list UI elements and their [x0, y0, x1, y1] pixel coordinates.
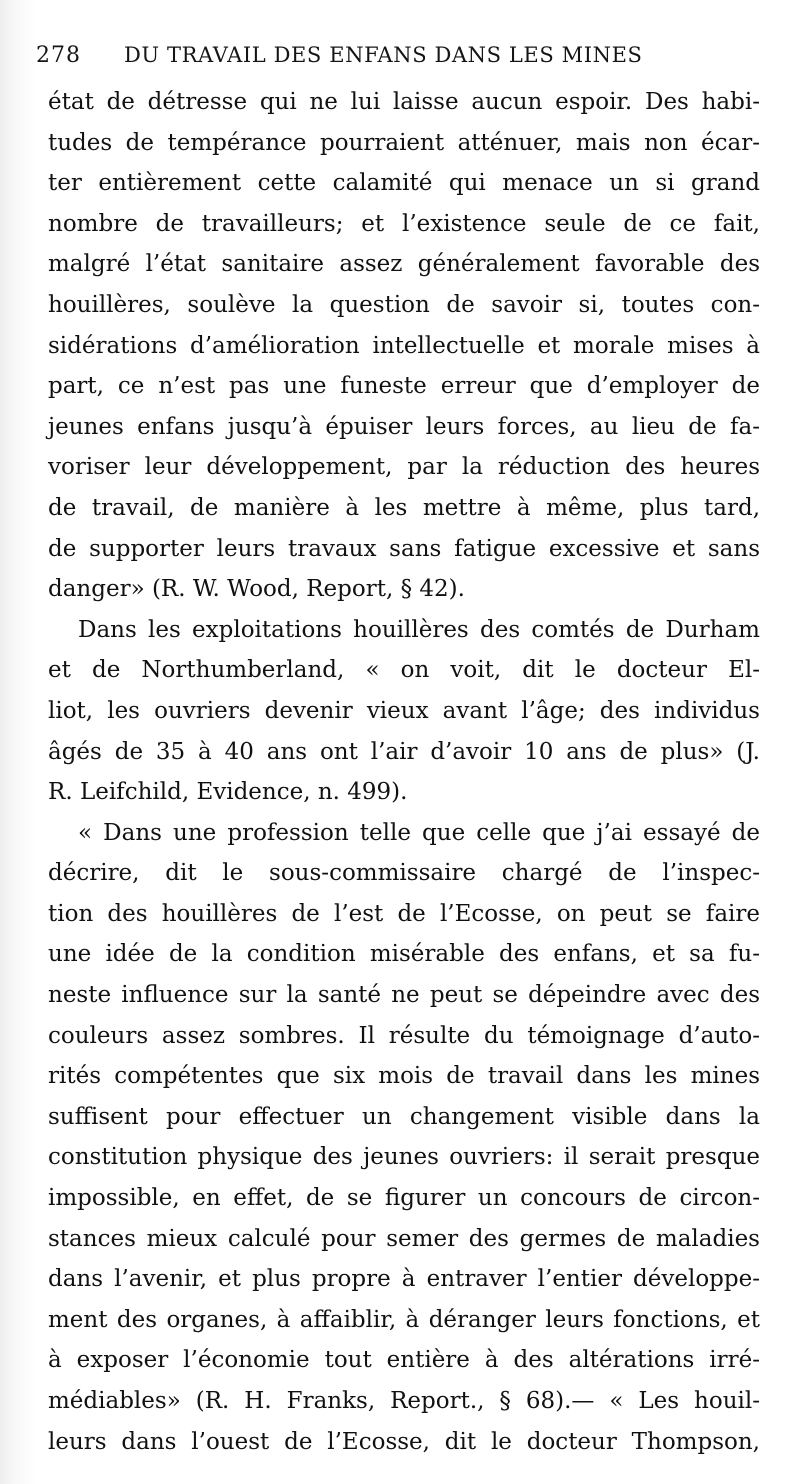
paragraph-start-line: Dans les exploitations houillères des comtés de Durham [78, 616, 760, 643]
paragraph-start-line: « Dans une profession telle que celle que j’ai essayé de [78, 819, 760, 846]
text-line: et de Northumberland, « on voit, dit le docteur El- [48, 657, 760, 684]
page-number: 278 [36, 43, 81, 68]
text-line: danger» (R. W. Wood, Report, § 42). [48, 576, 465, 603]
text-line: une idée de la condition misérable des enfans, et sa fu- [48, 941, 760, 968]
text-line: âgés de 35 à 40 ans ont l’air d’avoir 10 ans de plus» (J. [48, 738, 760, 765]
text-line: stances mieux calculé pour semer des germes de maladies [48, 1225, 760, 1252]
text-line: impossible, en effet, de se figurer un concours de circon- [48, 1185, 760, 1212]
text-line: ment des organes, à affaiblir, à déranger leurs fonctions, et [48, 1306, 760, 1333]
text-line: dans l’avenir, et plus propre à entraver l’entier développe- [48, 1266, 760, 1293]
text-line: neste influence sur la santé ne peut se dépeindre avec des [48, 982, 760, 1009]
text-line: liot, les ouvriers devenir vieux avant l’âge; des individus [48, 697, 760, 724]
text-line: état de détresse qui ne lui laisse aucun espoir. Des habi- [48, 89, 760, 115]
text-line: sidérations d’amélioration intellectuelle et morale mises à [48, 332, 760, 359]
text-line: nombre de travailleurs; et l’existence seule de ce fait, [48, 210, 760, 237]
text-line: à exposer l’économie tout entière à des altérations irré- [48, 1347, 760, 1374]
text-line: part, ce n’est pas une funeste erreur que d’employer de [48, 373, 760, 400]
text-line: tudes de tempérance pourraient atténuer, mais non écar- [48, 129, 760, 156]
text-line: ter entièrement cette calamité qui menace un si grand [48, 170, 760, 197]
running-head: DU TRAVAIL DES ENFANS DANS LES MINES [124, 43, 643, 67]
text-line: malgré l’état sanitaire assez généralement favorable des [48, 251, 760, 278]
text-line: jeunes enfans jusqu’à épuiser leurs forces, au lieu de fa- [48, 413, 760, 440]
text-line: suffisent pour effectuer un changement visible dans la [48, 1103, 760, 1130]
text-line: houillères, soulève la question de savoir si, toutes con- [48, 291, 760, 318]
text-line: constitution physique des jeunes ouvriers: il serait presque [48, 1144, 760, 1171]
text-line: de supporter leurs travaux sans fatigue excessive et sans [48, 535, 760, 562]
page-header [36, 40, 776, 80]
text-line: décrire, dit le sous-commissaire chargé de l’inspec- [48, 860, 760, 887]
text-line: médiables» (R. H. Franks, Report., § 68).— « Les houil- [48, 1388, 760, 1414]
text-line: couleurs assez sombres. Il résulte du témoignage d’auto- [48, 1022, 760, 1049]
body-text [48, 82, 760, 1462]
text-line: de travail, de manière à les mettre à même, plus tard, [48, 494, 760, 521]
text-line: tion des houillères de l’est de l’Ecosse, on peut se faire [48, 900, 760, 927]
text-line: leurs dans l’ouest de l’Ecosse, dit le docteur Thompson, [48, 1428, 760, 1455]
text-line: R. Leifchild, Evidence, n. 499). [48, 779, 408, 806]
text-line: voriser leur développement, par la réduction des heures [48, 454, 760, 481]
text-line: rités compétentes que six mois de travail dans les mines [48, 1063, 760, 1090]
